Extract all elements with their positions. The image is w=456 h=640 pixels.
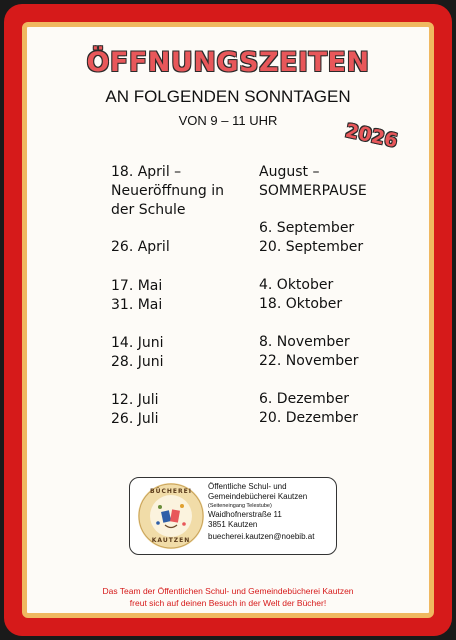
library-email: buecherei.kautzen@noebib.at (208, 532, 315, 541)
library-name-line1: Öffentliche Schul- und (208, 482, 287, 491)
date-entry: der Schule (111, 202, 186, 218)
logo-text-top: BÜCHEREI (150, 488, 192, 495)
library-address (208, 482, 314, 542)
logo-text-bottom: KAUTZEN (151, 537, 191, 544)
date-entry: August – (259, 164, 320, 180)
date-entry: 4. Oktober (259, 277, 334, 293)
date-entry: 31. Mai (111, 297, 163, 313)
date-entry: 12. Juli (111, 392, 159, 408)
date-entry: 22. November (259, 353, 359, 369)
library-info-box (129, 477, 337, 555)
date-entry: 28. Juni (111, 354, 164, 370)
year-badge: 2026 (343, 119, 400, 153)
date-entry: 6. Dezember (259, 391, 350, 407)
footer-line2: freut sich auf deinen Besuch in der Welt der Bücher! (129, 598, 327, 608)
date-entry: 20. September (259, 239, 364, 255)
date-entry: 14. Juni (111, 335, 164, 351)
date-entry: 8. November (259, 334, 350, 350)
subtitle: AN FOLGENDEN SONNTAGEN (105, 87, 351, 106)
library-street: Waidhofnerstraße 11 (208, 510, 282, 519)
date-entry: SOMMERPAUSE (259, 183, 367, 199)
footer-message (27, 585, 429, 609)
library-city: 3851 Kautzen (208, 520, 258, 529)
date-entry: 26. Juli (111, 411, 159, 427)
library-logo (138, 483, 204, 549)
date-entry: 26. April (111, 239, 170, 255)
page-title: ÖFFNUNGSZEITEN (86, 47, 370, 78)
library-entrance-note: (Seiteneingang Telestube) (208, 503, 272, 509)
footer-line1: Das Team der Öffentlichen Schul- und Gemeindebücherei Kautzen (102, 586, 354, 596)
poster-paper (22, 22, 434, 618)
date-entry: 17. Mai (111, 278, 163, 294)
poster-frame (4, 4, 452, 636)
library-name-line2: Gemeindebücherei Kautzen (208, 492, 308, 501)
date-entry: 18. April – (111, 164, 182, 180)
date-entry: 18. Oktober (259, 296, 343, 312)
date-entry: Neueröffnung in (111, 183, 224, 199)
date-entry: 20. Dezember (259, 410, 358, 426)
date-entry: 6. September (259, 220, 355, 236)
opening-hours: VON 9 – 11 UHR (178, 113, 278, 128)
